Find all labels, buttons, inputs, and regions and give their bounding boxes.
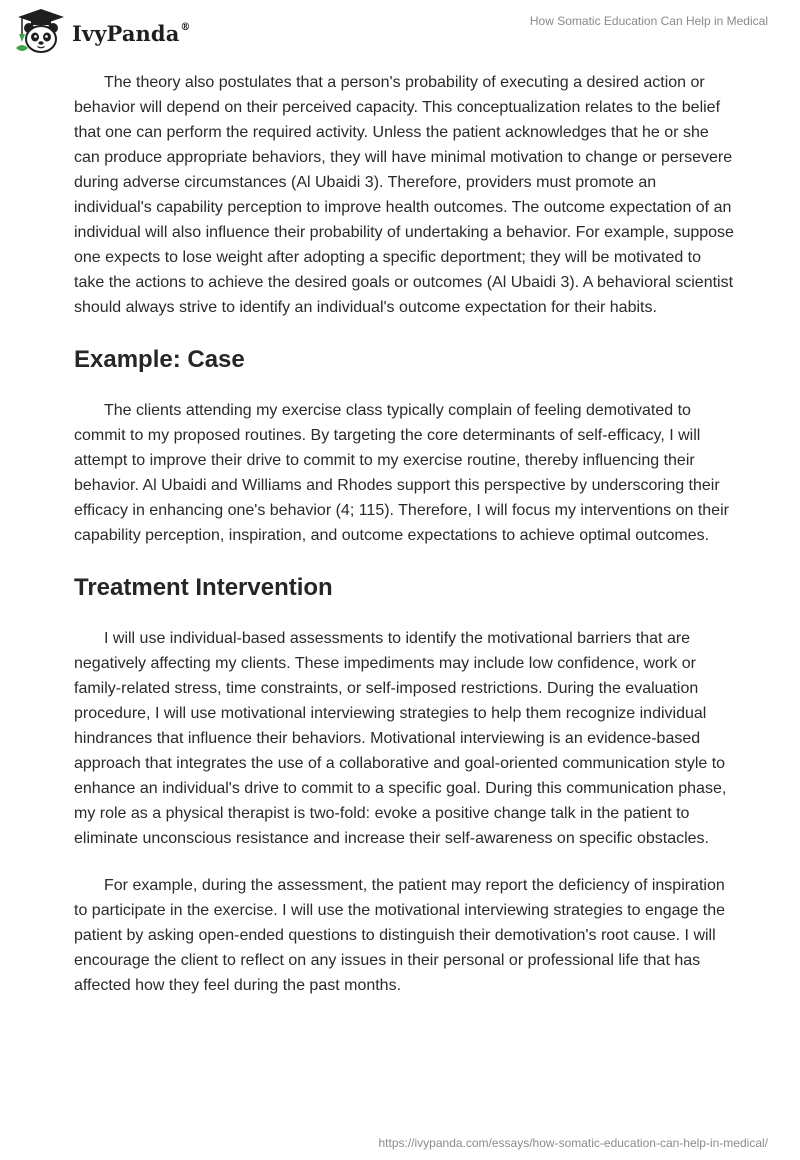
registered-mark: ® <box>180 21 191 33</box>
section-heading-example-case: Example: Case <box>74 346 245 373</box>
essay-body <box>74 70 734 998</box>
treatment-paragraph-2: For example, during the assessment, the patient may report the deficiency of inspiration to participate in the exercise. I will use the motivational interviewing strategies to engage the patient by asking open-ended questions to distinguish their demotivation's root cause. I will encourage the client to reflect on any issues in their personal or professional life that has affected how they feel during the past months. <box>74 877 726 994</box>
section-heading-treatment-intervention: Treatment Intervention <box>74 574 333 601</box>
source-url[interactable]: https://ivypanda.com/essays/how-somatic-education-can-help-in-medical/ <box>378 1136 768 1150</box>
brand-name: IvyPanda® <box>72 20 191 46</box>
brand-logo[interactable] <box>14 8 191 56</box>
panda-graduate-icon <box>14 8 68 56</box>
treatment-paragraph-1: I will use individual-based assessments to identify the motivational barriers that are negatively affecting my clients. These impediments may include low confidence, work or family-related stress, time constraints, or self-imposed restrictions. During the evaluation procedure, I will use motivational interviewing strategies to help them recognize individual hindrances that influence their behaviors. Motivational interviewing is an evidence-based approach that integrates the use of a collaborative and goal-oriented communication style to enhance an individual's drive to commit to a specific goal. During this communication phase, my role as a physical therapist is two-fold: evoke a positive change talk in the patient to eliminate unconscious resistance and increase their self-awareness on specific obstacles. <box>74 630 727 847</box>
page-header <box>0 0 800 64</box>
case-paragraph: The clients attending my exercise class typically complain of feeling demotivated to commit to my proposed routines. By targeting the core determinants of self-efficacy, I will attempt to improve their drive to commit to my exercise routine, thereby influencing their behavior. Al Ubaidi and Williams and Rhodes support this perspective by underscoring their efficacy in enhancing one's behavior (4; 115). Therefore, I will focus my interventions on their capability perception, inspiration, and outcome expectations to achieve optimal outcomes. <box>74 402 729 544</box>
intro-paragraph: The theory also postulates that a person's probability of executing a desired action or behavior will depend on their perceived capacity. This conceptualization relates to the belief that one can perform the required activity. Unless the patient acknowledges that he or she can produce appropriate behaviors, they will have minimal motivation to change or persevere during adverse circumstances (Al Ubaidi 3). Therefore, providers must promote an individual's capability perception to improve health outcomes. The outcome expectation of an individual will also influence their probability of undertaking a behavior. For example, suppose one expects to lose weight after adopting a specific deportment; they will be motivated to take the actions to achieve the desired goals or outcomes (Al Ubaidi 3). A behavioral scientist should always strive to identify an individual's outcome expectation for their habits. <box>74 74 734 316</box>
document-title: How Somatic Education Can Help in Medical <box>529 14 768 28</box>
